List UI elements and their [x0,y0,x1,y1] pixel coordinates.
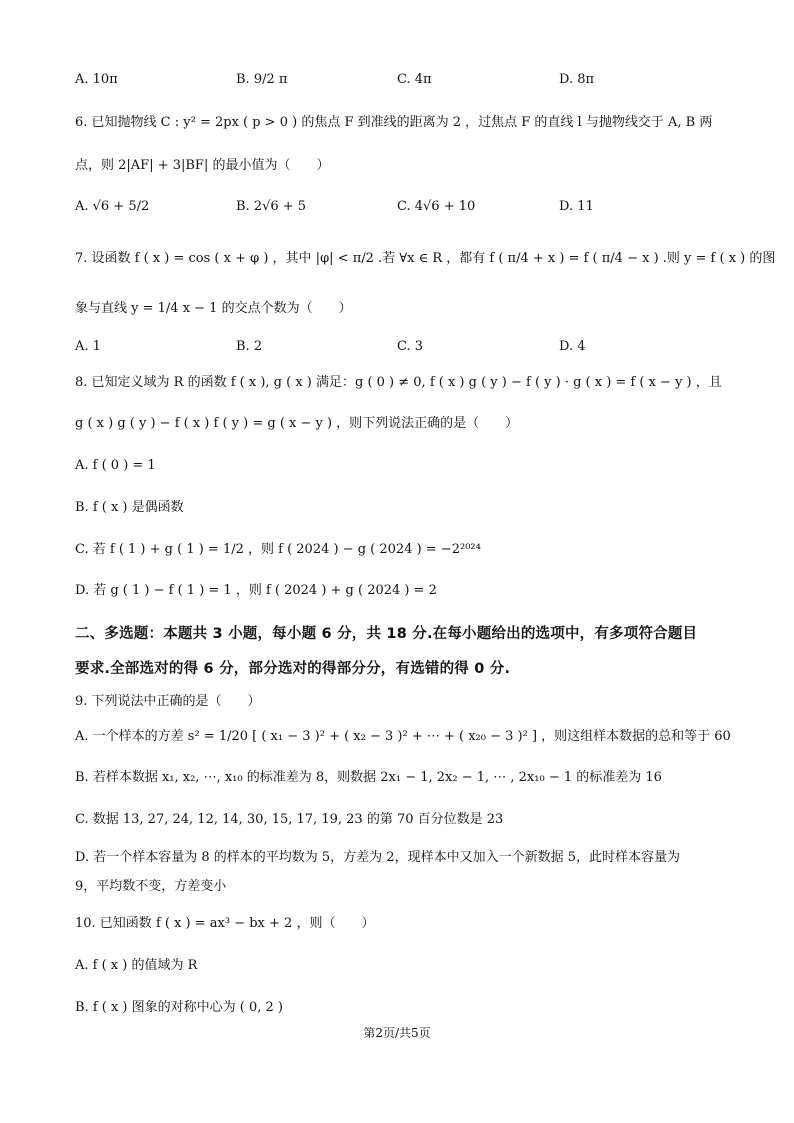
q7-option-a: A. 1 [75,339,101,354]
q7-option-c: C. 3 [397,339,424,354]
q8-option-c: C. 若 f ( 1 ) + g ( 1 ) = 1/2 ，则 f ( 2024 ) − g ( 2024 ) = −2²⁰²⁴ [75,542,481,557]
q6-stem-line2: 点，则 2|AF| + 3|BF| 的最小值为（ ） [75,158,330,173]
q6-option-c: C. 4√6 + 10 [397,199,476,214]
q5-option-a: A. 10π [75,72,118,87]
q9-option-b: B. 若样本数据 x₁, x₂, ⋯, x₁₀ 的标准差为 8，则数据 2x₁ − 1, 2x₂ − 1, ⋯ , 2x₁₀ − 1 的标准差为 16 [75,770,662,785]
q5-option-b: B. 9/2 π [236,72,288,87]
q10-option-a: A. f ( x ) 的值域为 R [75,958,198,973]
q10-option-b: B. f ( x ) 图象的对称中心为 ( 0, 2 ) [75,1000,283,1015]
q6-stem-line1: 6. 已知抛物线 C : y² = 2px ( p > 0 ) 的焦点 F 到准线的距离为 2 ，过焦点 F 的直线 l 与抛物线交于 A, B 两 [75,115,713,130]
q8-stem-line2: g ( x ) g ( y ) − f ( x ) f ( y ) = g ( x − y ) ，则下列说法正确的是（ ） [75,416,519,431]
q7-option-b: B. 2 [236,339,263,354]
q8-option-a: A. f ( 0 ) = 1 [75,458,156,473]
q7-stem-line2: 象与直线 y = 1/4 x − 1 的交点个数为（ ） [75,301,352,316]
q5-option-c: C. 4π [397,72,432,87]
q10-stem: 10. 已知函数 f ( x ) = ax³ − bx + 2 ，则（ ） [75,916,375,931]
q9-option-d-line2: 9，平均数不变，方差变小 [75,879,227,894]
q7-stem-line1: 7. 设函数 f ( x ) = cos ( x + φ ) ，其中 |φ| < π/2 .若 ∀x ∈ R ，都有 f ( π/4 + x ) = f ( π/4 − x ) .则 y = f ( x ) 的图 [75,251,776,266]
q5-option-d: D. 8π [559,72,595,87]
q8-option-d: D. 若 g ( 1 ) − f ( 1 ) = 1 ，则 f ( 2024 ) + g ( 2024 ) = 2 [75,583,437,598]
q9-stem: 9. 下列说法中正确的是（ ） [75,694,261,709]
q7-option-d: D. 4 [559,339,586,354]
q6-option-b: B. 2√6 + 5 [236,199,307,214]
q9-option-d-line1: D. 若一个样本容量为 8 的样本的平均数为 5，方差为 2，现样本中又加入一个新数据 5，此时样本容量为 [75,850,680,865]
section2-heading-line2: 要求.全部选对的得 6 分，部分选对的得部分分，有选错的得 0 分. [75,661,511,677]
section2-heading-line1: 二、多选题：本题共 3 小题，每小题 6 分，共 18 分.在每小题给出的选项中，有多项符合题目 [75,626,698,642]
q8-stem-line1: 8. 已知定义域为 R 的函数 f ( x ), g ( x ) 满足：g ( 0 ) ≠ 0, f ( x ) g ( y ) − f ( y ) · g ( x ) = f ( x − y ) ，且 [75,375,722,390]
q8-option-b: B. f ( x ) 是偶函数 [75,500,184,515]
q6-option-d: D. 11 [559,199,594,214]
q6-option-a: A. √6 + 5/2 [75,199,150,214]
q9-option-c: C. 数据 13, 27, 24, 12, 14, 30, 15, 17, 19, 23 的第 70 百分位数是 23 [75,812,504,827]
page-number-footer: 第2页/共5页 [363,1026,431,1040]
q9-option-a: A. 一个样本的方差 s² = 1/20 [ ( x₁ − 3 )² + ( x₂ − 3 )² + ⋯ + ( x₂₀ − 3 )² ] ，则这组样本数据的总和等于 60 [75,729,731,744]
